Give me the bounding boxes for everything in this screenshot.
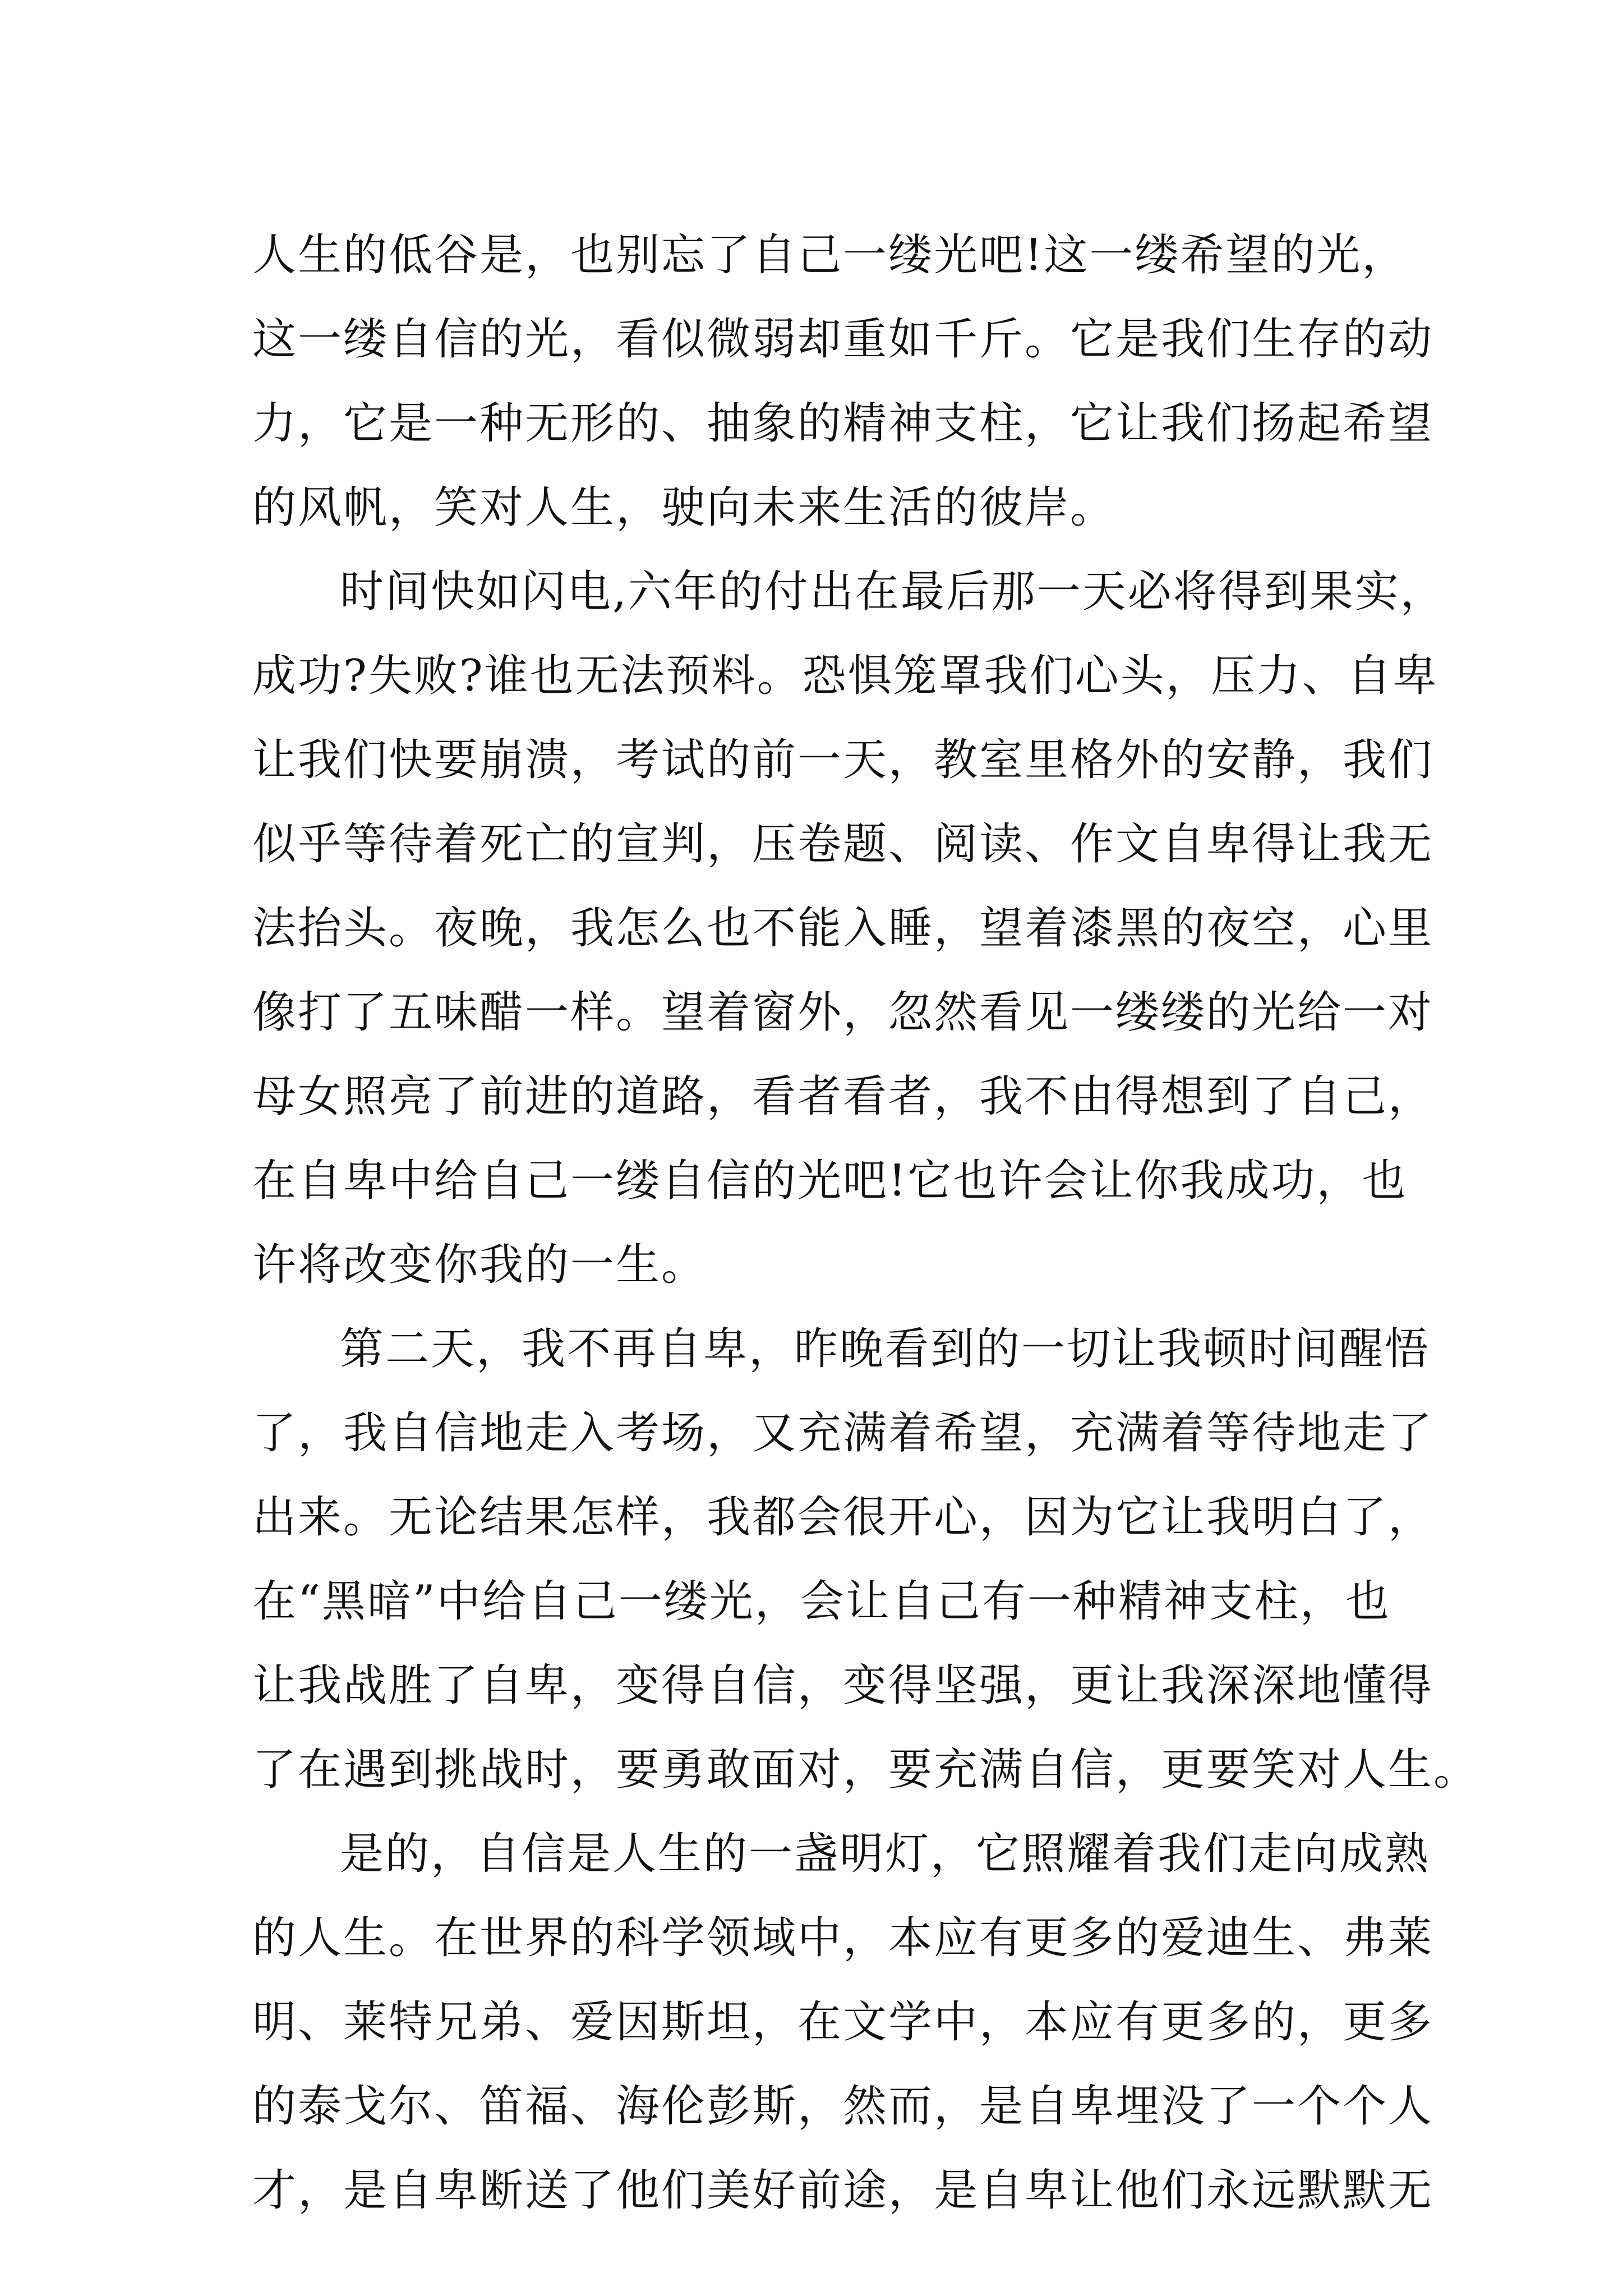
paragraph-3	[252, 1307, 1479, 1812]
text-line: 在“黑暗”中给自己一缕光，会让自己有一种精神支柱，也	[252, 1576, 1391, 1627]
text-line: 的人生。在世界的科学领域中，本应有更多的爱迪生、弗莱	[252, 1913, 1434, 1963]
text-line: 的风帆，笑对人生，驶向未来生活的彼岸。	[252, 482, 1116, 533]
text-line: 了在遇到挑战时，要勇敢面对，要充满自信，更要笑对人生。	[252, 1745, 1479, 1795]
text-line: 母女照亮了前进的道路，看者看者，我不由得想到了自己，	[252, 1071, 1434, 1122]
text-line: 是的，自信是人生的一盏明灯，它照耀着我们走向成熟	[340, 1829, 1431, 1879]
text-line: 第二天，我不再自卑，昨晚看到的一切让我顿时间醒悟	[340, 1324, 1431, 1374]
text-line: 出来。无论结果怎样，我都会很开心，因为它让我明白了，	[252, 1492, 1434, 1543]
text-line: 像打了五味醋一样。望着窗外，忽然看见一缕缕的光给一对	[252, 987, 1434, 1038]
text-line: 法抬头。夜晚，我怎么也不能入睡，望着漆黑的夜空，心里	[252, 903, 1434, 954]
paragraph-4	[252, 1812, 1434, 2233]
body-text	[252, 213, 1479, 2233]
text-line: 才，是自卑断送了他们美好前途，是自卑让他们永远默默无	[252, 2165, 1434, 2216]
text-line: 让我战胜了自卑，变得自信，变得坚强，更让我深深地懂得	[252, 1660, 1434, 1711]
text-line: 这一缕自信的光，看似微弱却重如千斤。它是我们生存的动	[252, 314, 1434, 365]
text-line: 的泰戈尔、笛福、海伦彭斯，然而，是自卑埋没了一个个人	[252, 2081, 1434, 2132]
text-line: 让我们快要崩溃，考试的前一天，教室里格外的安静，我们	[252, 735, 1434, 785]
text-line: 成功?失败?谁也无法预料。恐惧笼罩我们心头，压力、自卑	[252, 651, 1438, 701]
text-line: 在自卑中给自己一缕自信的光吧!它也许会让你我成功，也	[252, 1156, 1408, 1206]
paragraph-2	[252, 550, 1446, 1307]
paragraph-1	[252, 213, 1434, 550]
text-line: 许将改变你我的一生。	[252, 1240, 707, 1290]
text-line: 了，我自信地走入考场，又充满着希望，充满着等待地走了	[252, 1408, 1434, 1458]
text-line: 人生的低谷是，也别忘了自己一缕光吧!这一缕希望的光，	[252, 230, 1408, 280]
text-line: 时间快如闪电,六年的付出在最后那一天必将得到果实，	[340, 567, 1446, 617]
text-line: 力，它是一种无形的、抽象的精神支柱，它让我们扬起希望	[252, 398, 1434, 449]
text-line: 明、莱特兄弟、爱因斯坦，在文学中，本应有更多的，更多	[252, 1997, 1434, 2047]
text-line: 似乎等待着死亡的宣判，压卷题、阅读、作文自卑得让我无	[252, 819, 1434, 869]
